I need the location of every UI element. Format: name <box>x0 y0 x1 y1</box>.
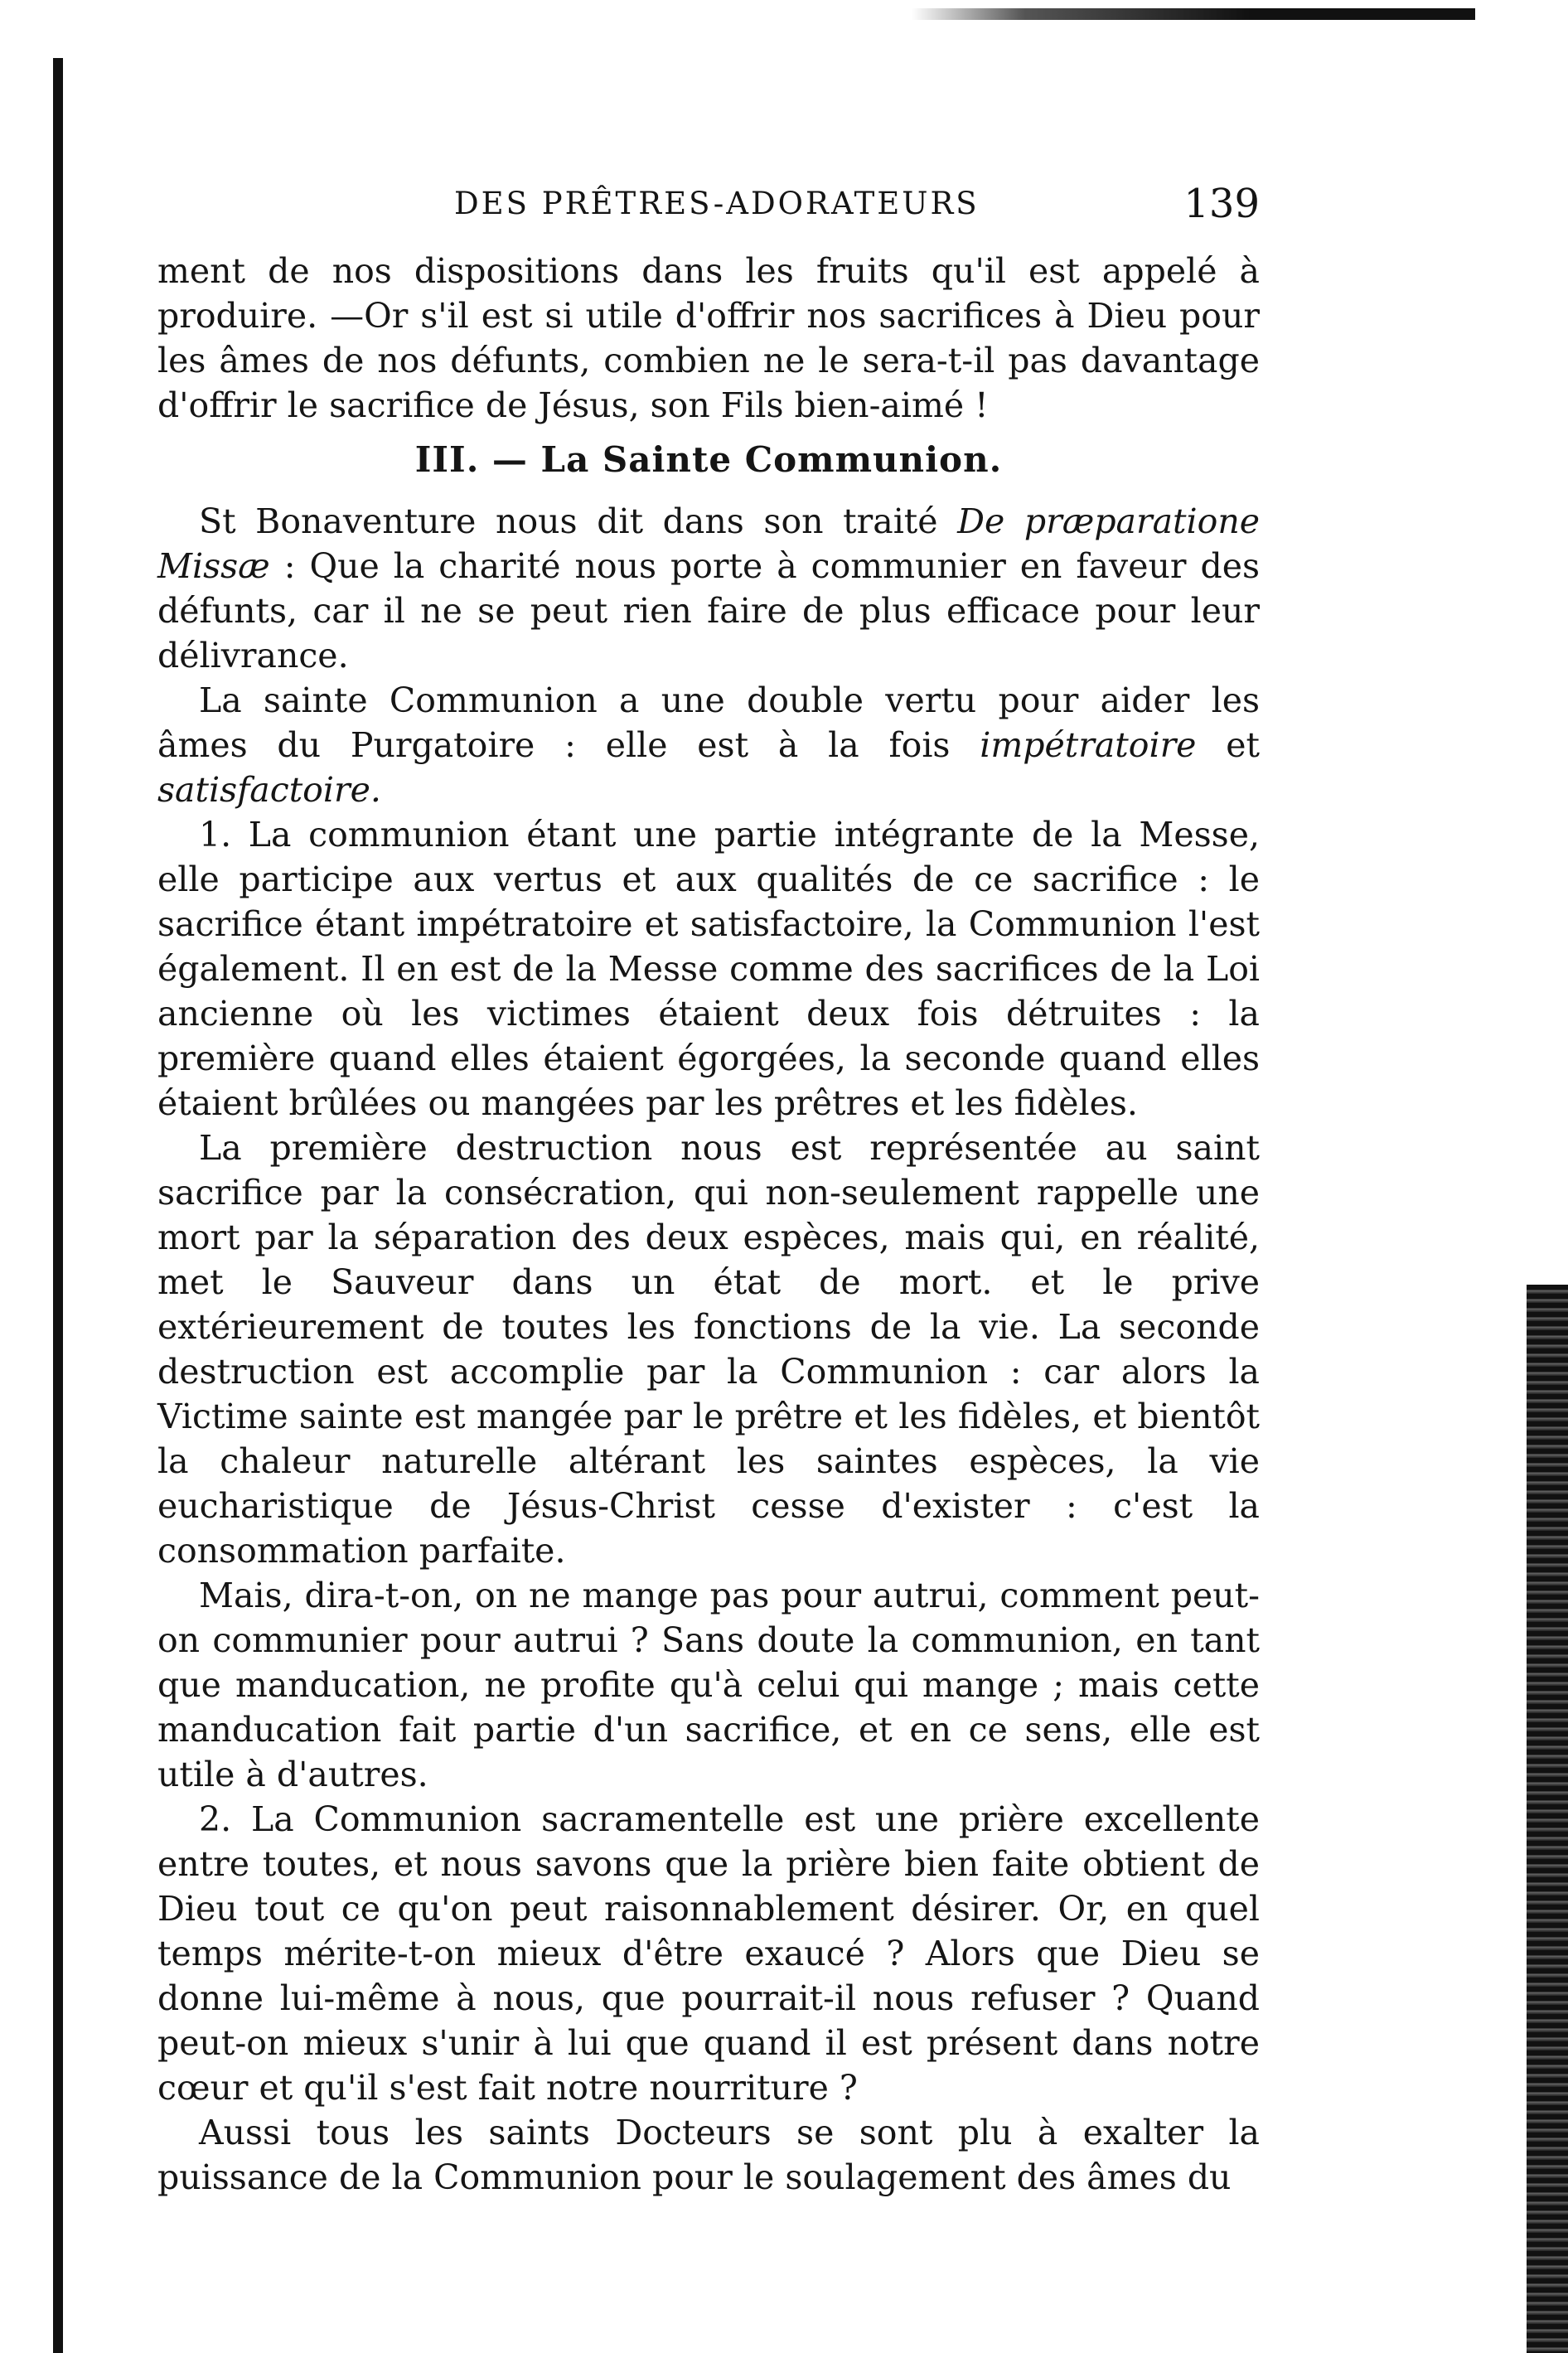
scan-top-rule <box>912 8 1475 20</box>
paragraph-objection: Mais, dira-t-on, on ne mange pas pour autrui, comment peut-on communier pour autrui ? Sans doute la communion, en tant que manducation, ne profite qu'à celui qui mange ; mais cette manducation fait partie d'un sacrifice, et en ce sens, elle est utile à d'autres. <box>157 1576 1260 1794</box>
paragraph-point-2: 2. La Communion sacramentelle est une prière excellente entre toutes, et nous savons que la prière bien faite obtient de Dieu tout ce qu'on peut raisonnablement désirer. Or, en quel temps mérite-t-on mieux d'être exaucé ? Alors que Dieu se donne lui-même à nous, que pourrait-il nous refuser ? Quand peut-on mieux s'unir à lui que quand il est présent dans notre cœur et qu'il s'est fait notre nourriture ? <box>157 1799 1260 2108</box>
paragraph-continuation: ment de nos dispositions dans les fruits qu'il est appelé à produire. —Or s'il est si utile d'offrir nos sacrifices à Dieu pour les âmes de nos défunts, combien ne le sera-t-il pas davantage d'offrir le sacrifice de Jésus, son Fils bien-aimé ! <box>157 251 1260 425</box>
paragraph-text: : Que la charité nous porte à communier en faveur des défunts, car il ne se peut rien faire de plus efficace pour leur délivrance. <box>157 546 1260 675</box>
paragraph-bonaventure <box>157 499 1260 678</box>
running-header <box>157 181 1260 230</box>
italic-term: impétratoire <box>980 725 1197 765</box>
section-heading: III. — La Sainte Communion. <box>414 439 1003 480</box>
running-title: DES PRÊTRES-ADORATEURS <box>454 186 980 221</box>
scan-right-edge <box>1527 1285 1568 2353</box>
scan-left-edge <box>53 58 63 2353</box>
paragraph-double-vertu <box>157 678 1260 812</box>
paragraph-text: La sainte Communion a une double vertu pour aider les âmes du Purgatoire : elle est à la fois <box>157 680 1260 765</box>
paragraph-text: et <box>1196 725 1260 765</box>
page-number: 139 <box>1183 181 1260 227</box>
italic-title: De præparatione Missæ <box>157 501 1260 586</box>
italic-term: satisfactoire. <box>157 770 381 810</box>
text-body <box>157 249 1260 2200</box>
paragraph-text: St Bonaventure nous dit dans son traité <box>199 501 958 541</box>
paragraph-docteurs: Aussi tous les saints Docteurs se sont plu à exalter la puissance de la Communion pour le soulagement des âmes du <box>157 2113 1260 2197</box>
paragraph-point-1: 1. La communion étant une partie intégrante de la Messe, elle participe aux vertus et aux qualités de ce sacrifice : le sacrifice étant impétratoire et satisfactoire, la Communion l'est également. Il en est de la Messe comme des sacrifices de la Loi ancienne où les victimes étaient deux fois détruites : la première quand elles étaient égorgées, la seconde quand elles étaient brûlées ou mangées par les prêtres et les fidèles. <box>157 815 1260 1123</box>
paragraph-destruction: La première destruction nous est représentée au saint sacrifice par la consécration, qui non-seulement rappelle une mort par la séparation des deux espèces, mais qui, en réalité, met le Sauveur dans un état de mort. et le prive extérieurement de toutes les fonctions de la vie. La seconde destruction est accomplie par la Communion : car alors la Victime sainte est mangée par le prêtre et les fidèles, et bientôt la chaleur naturelle altérant les saintes espèces, la vie eucharistique de Jésus-Christ cesse d'exister : c'est la consommation parfaite. <box>157 1128 1260 1571</box>
